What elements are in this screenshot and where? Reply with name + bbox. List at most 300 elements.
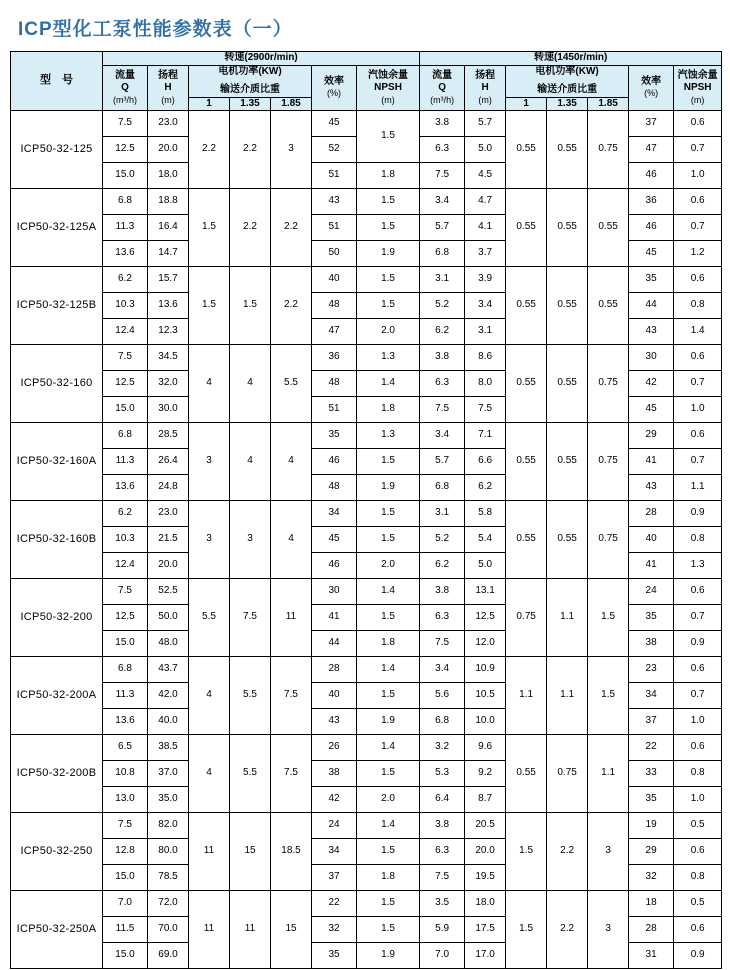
head-1450: 5.0: [465, 553, 506, 579]
power-2900-sg135: 15: [230, 813, 271, 891]
flow-2900: 13.6: [103, 241, 148, 267]
power-1450-sg1: 1.5: [506, 891, 547, 969]
pump-performance-table: [10, 51, 722, 969]
head-1450: 8.0: [465, 371, 506, 397]
npsh-2900: 1.5: [357, 891, 420, 917]
efficiency-2900: 34: [312, 501, 357, 527]
flow-2900: 13.6: [103, 709, 148, 735]
pump-model: ICP50-32-160A: [11, 423, 103, 501]
efficiency-2900: 26: [312, 735, 357, 761]
power-2900-sg1: 11: [189, 891, 230, 969]
flow-1450: 3.5: [420, 891, 465, 917]
head-2900: 20.0: [148, 137, 189, 163]
table-row: [11, 579, 722, 605]
npsh-1450: 0.6: [674, 735, 722, 761]
power-1450-sg185: 0.55: [588, 189, 629, 267]
efficiency-1450: 37: [629, 111, 674, 137]
pump-model: ICP50-32-250A: [11, 891, 103, 969]
flow-2900: 12.5: [103, 605, 148, 631]
power-2900-sg135: 2.2: [230, 189, 271, 267]
efficiency-1450: 34: [629, 683, 674, 709]
head-1450: 20.0: [465, 839, 506, 865]
npsh-1450: 1.0: [674, 163, 722, 189]
power-1450-sg1: 0.55: [506, 267, 547, 345]
head-2900: 38.5: [148, 735, 189, 761]
power-1450-sg1: 0.55: [506, 735, 547, 813]
flow-2900: 10.8: [103, 761, 148, 787]
power-2900-sg185: 3: [271, 111, 312, 189]
npsh-1450: 0.9: [674, 631, 722, 657]
efficiency-2900: 52: [312, 137, 357, 163]
efficiency-1450: 29: [629, 839, 674, 865]
head-2900: 15.7: [148, 267, 189, 293]
header-sg-1-c: 1.85: [271, 97, 312, 111]
flow-1450: 6.3: [420, 371, 465, 397]
efficiency-1450: 46: [629, 163, 674, 189]
efficiency-1450: 22: [629, 735, 674, 761]
power-1450-sg185: 3: [588, 813, 629, 891]
power-1450-sg1: 0.55: [506, 189, 547, 267]
pump-model: ICP50-32-125A: [11, 189, 103, 267]
power-2900-sg185: 11: [271, 579, 312, 657]
head-2900: 13.6: [148, 293, 189, 319]
flow-1450: 5.7: [420, 215, 465, 241]
npsh-2900: 1.9: [357, 475, 420, 501]
efficiency-1450: 29: [629, 423, 674, 449]
head-2900: 32.0: [148, 371, 189, 397]
flow-2900: 7.5: [103, 813, 148, 839]
table-row: [11, 345, 722, 371]
efficiency-2900: 50: [312, 241, 357, 267]
efficiency-2900: 48: [312, 475, 357, 501]
head-1450: 3.1: [465, 319, 506, 345]
head-2900: 12.3: [148, 319, 189, 345]
power-1450-sg135: 0.55: [547, 501, 588, 579]
npsh-1450: 0.8: [674, 865, 722, 891]
head-1450: 12.5: [465, 605, 506, 631]
power-2900-sg185: 2.2: [271, 267, 312, 345]
efficiency-2900: 51: [312, 397, 357, 423]
flow-1450: 6.3: [420, 605, 465, 631]
npsh-1450: 1.0: [674, 397, 722, 423]
head-2900: 72.0: [148, 891, 189, 917]
efficiency-1450: 19: [629, 813, 674, 839]
npsh-2900: 1.5: [357, 605, 420, 631]
flow-2900: 6.2: [103, 267, 148, 293]
npsh-2900: 1.8: [357, 397, 420, 423]
npsh-2900: 2.0: [357, 553, 420, 579]
npsh-2900: 1.9: [357, 241, 420, 267]
npsh-1450: 1.1: [674, 475, 722, 501]
npsh-1450: 1.3: [674, 553, 722, 579]
flow-1450: 3.1: [420, 501, 465, 527]
head-1450: 9.2: [465, 761, 506, 787]
flow-1450: 6.4: [420, 787, 465, 813]
pump-model: ICP50-32-250: [11, 813, 103, 891]
efficiency-1450: 43: [629, 319, 674, 345]
npsh-1450: 0.6: [674, 345, 722, 371]
efficiency-1450: 47: [629, 137, 674, 163]
head-2900: 37.0: [148, 761, 189, 787]
head-1450: 5.4: [465, 527, 506, 553]
efficiency-1450: 18: [629, 891, 674, 917]
npsh-1450: 1.4: [674, 319, 722, 345]
efficiency-1450: 30: [629, 345, 674, 371]
flow-1450: 3.4: [420, 189, 465, 215]
page-title: ICP型化工泵性能参数表（一）: [18, 19, 293, 40]
power-2900-sg1: 11: [189, 813, 230, 891]
pump-model: ICP50-32-160B: [11, 501, 103, 579]
power-1450-sg185: 1.5: [588, 579, 629, 657]
head-2900: 23.0: [148, 501, 189, 527]
npsh-2900: 1.5: [357, 111, 420, 163]
npsh-1450: 1.2: [674, 241, 722, 267]
flow-2900: 6.8: [103, 657, 148, 683]
head-1450: 10.0: [465, 709, 506, 735]
npsh-1450: 0.6: [674, 189, 722, 215]
table-row: [11, 423, 722, 449]
head-2900: 69.0: [148, 943, 189, 969]
power-1450-sg135: 1.1: [547, 579, 588, 657]
power-2900-sg135: 4: [230, 423, 271, 501]
npsh-1450: 0.8: [674, 761, 722, 787]
power-1450-sg185: 0.55: [588, 267, 629, 345]
pump-model: ICP50-32-200A: [11, 657, 103, 735]
efficiency-2900: 32: [312, 917, 357, 943]
npsh-2900: 1.5: [357, 449, 420, 475]
power-1450-sg185: 0.75: [588, 423, 629, 501]
head-2900: 18.8: [148, 189, 189, 215]
power-1450-sg135: 2.2: [547, 813, 588, 891]
flow-2900: 10.3: [103, 527, 148, 553]
power-1450-sg135: 0.55: [547, 189, 588, 267]
npsh-2900: 1.4: [357, 735, 420, 761]
head-1450: 3.7: [465, 241, 506, 267]
head-2900: 80.0: [148, 839, 189, 865]
flow-2900: 12.4: [103, 553, 148, 579]
head-1450: 6.2: [465, 475, 506, 501]
efficiency-1450: 40: [629, 527, 674, 553]
table-row: [11, 189, 722, 215]
flow-1450: 7.5: [420, 397, 465, 423]
npsh-1450: 1.0: [674, 709, 722, 735]
power-1450-sg1: 0.55: [506, 111, 547, 189]
table-row: [11, 111, 722, 137]
flow-2900: 7.5: [103, 579, 148, 605]
head-2900: 30.0: [148, 397, 189, 423]
power-1450-sg185: 0.75: [588, 501, 629, 579]
power-2900-sg1: 5.5: [189, 579, 230, 657]
power-1450-sg135: 2.2: [547, 891, 588, 969]
efficiency-2900: 36: [312, 345, 357, 371]
flow-1450: 3.8: [420, 813, 465, 839]
efficiency-2900: 48: [312, 293, 357, 319]
header-head-2: 扬程 H (m): [465, 65, 506, 111]
npsh-2900: 1.4: [357, 813, 420, 839]
pump-model: ICP50-32-200: [11, 579, 103, 657]
npsh-1450: 0.6: [674, 111, 722, 137]
flow-1450: 5.7: [420, 449, 465, 475]
efficiency-1450: 44: [629, 293, 674, 319]
flow-1450: 6.2: [420, 553, 465, 579]
header-sg-1-b: 1.35: [230, 97, 271, 111]
npsh-2900: 2.0: [357, 787, 420, 813]
flow-2900: 7.0: [103, 891, 148, 917]
head-2900: 78.5: [148, 865, 189, 891]
flow-2900: 6.5: [103, 735, 148, 761]
head-2900: 18.0: [148, 163, 189, 189]
flow-2900: 13.0: [103, 787, 148, 813]
flow-2900: 11.3: [103, 215, 148, 241]
power-2900-sg185: 7.5: [271, 735, 312, 813]
power-1450-sg185: 1.1: [588, 735, 629, 813]
head-2900: 42.0: [148, 683, 189, 709]
efficiency-1450: 32: [629, 865, 674, 891]
head-1450: 12.0: [465, 631, 506, 657]
head-2900: 70.0: [148, 917, 189, 943]
npsh-2900: 1.5: [357, 527, 420, 553]
efficiency-2900: 22: [312, 891, 357, 917]
npsh-2900: 1.5: [357, 501, 420, 527]
head-1450: 9.6: [465, 735, 506, 761]
efficiency-2900: 38: [312, 761, 357, 787]
npsh-1450: 0.6: [674, 423, 722, 449]
efficiency-1450: 23: [629, 657, 674, 683]
npsh-1450: 0.6: [674, 839, 722, 865]
efficiency-2900: 45: [312, 527, 357, 553]
efficiency-1450: 35: [629, 267, 674, 293]
efficiency-2900: 43: [312, 189, 357, 215]
power-2900-sg135: 7.5: [230, 579, 271, 657]
power-2900-sg185: 15: [271, 891, 312, 969]
npsh-2900: 1.8: [357, 163, 420, 189]
efficiency-2900: 41: [312, 605, 357, 631]
header-flow-1: 流量 Q (m³/h): [103, 65, 148, 111]
power-2900-sg185: 2.2: [271, 189, 312, 267]
power-1450-sg185: 0.75: [588, 111, 629, 189]
npsh-2900: 1.5: [357, 839, 420, 865]
npsh-1450: 0.7: [674, 371, 722, 397]
flow-2900: 13.6: [103, 475, 148, 501]
power-1450-sg1: 0.55: [506, 345, 547, 423]
npsh-2900: 1.9: [357, 943, 420, 969]
efficiency-2900: 45: [312, 111, 357, 137]
efficiency-2900: 35: [312, 943, 357, 969]
flow-2900: 15.0: [103, 631, 148, 657]
flow-2900: 12.4: [103, 319, 148, 345]
efficiency-1450: 31: [629, 943, 674, 969]
flow-1450: 5.6: [420, 683, 465, 709]
flow-1450: 7.5: [420, 865, 465, 891]
flow-1450: 7.0: [420, 943, 465, 969]
npsh-1450: 0.7: [674, 605, 722, 631]
power-2900-sg135: 1.5: [230, 267, 271, 345]
power-2900-sg135: 5.5: [230, 657, 271, 735]
flow-2900: 7.5: [103, 345, 148, 371]
power-1450-sg1: 1.5: [506, 813, 547, 891]
power-1450-sg185: 3: [588, 891, 629, 969]
efficiency-1450: 24: [629, 579, 674, 605]
power-2900-sg185: 4: [271, 501, 312, 579]
power-1450-sg135: 1.1: [547, 657, 588, 735]
head-1450: 13.1: [465, 579, 506, 605]
flow-2900: 10.3: [103, 293, 148, 319]
flow-1450: 6.8: [420, 709, 465, 735]
efficiency-2900: 46: [312, 553, 357, 579]
pump-model: ICP50-32-160: [11, 345, 103, 423]
power-2900-sg1: 3: [189, 501, 230, 579]
head-2900: 26.4: [148, 449, 189, 475]
npsh-2900: 2.0: [357, 319, 420, 345]
flow-1450: 7.5: [420, 163, 465, 189]
flow-2900: 7.5: [103, 111, 148, 137]
efficiency-1450: 33: [629, 761, 674, 787]
flow-1450: 3.8: [420, 579, 465, 605]
power-2900-sg185: 7.5: [271, 657, 312, 735]
flow-2900: 15.0: [103, 163, 148, 189]
header-efficiency-1: 效率 (%): [312, 65, 357, 111]
power-1450-sg1: 1.1: [506, 657, 547, 735]
head-1450: 8.6: [465, 345, 506, 371]
npsh-2900: 1.4: [357, 657, 420, 683]
flow-1450: 3.1: [420, 267, 465, 293]
flow-2900: 12.5: [103, 371, 148, 397]
head-2900: 23.0: [148, 111, 189, 137]
npsh-1450: 0.5: [674, 891, 722, 917]
power-2900-sg135: 5.5: [230, 735, 271, 813]
efficiency-1450: 45: [629, 397, 674, 423]
power-2900-sg1: 1.5: [189, 189, 230, 267]
flow-1450: 5.3: [420, 761, 465, 787]
efficiency-1450: 28: [629, 917, 674, 943]
head-2900: 28.5: [148, 423, 189, 449]
npsh-1450: 0.6: [674, 267, 722, 293]
power-1450-sg185: 1.5: [588, 657, 629, 735]
flow-2900: 6.2: [103, 501, 148, 527]
efficiency-1450: 41: [629, 553, 674, 579]
efficiency-2900: 43: [312, 709, 357, 735]
npsh-2900: 1.5: [357, 189, 420, 215]
npsh-1450: 0.7: [674, 215, 722, 241]
npsh-1450: 0.5: [674, 813, 722, 839]
power-1450-sg135: 0.55: [547, 345, 588, 423]
npsh-1450: 0.6: [674, 657, 722, 683]
flow-1450: 6.3: [420, 839, 465, 865]
power-2900-sg1: 1.5: [189, 267, 230, 345]
head-1450: 7.1: [465, 423, 506, 449]
pump-model: ICP50-32-125: [11, 111, 103, 189]
head-2900: 52.5: [148, 579, 189, 605]
npsh-2900: 1.5: [357, 293, 420, 319]
flow-2900: 12.5: [103, 137, 148, 163]
flow-2900: 11.3: [103, 449, 148, 475]
flow-2900: 15.0: [103, 943, 148, 969]
head-2900: 16.4: [148, 215, 189, 241]
power-2900-sg1: 4: [189, 345, 230, 423]
power-1450-sg135: 0.55: [547, 111, 588, 189]
head-1450: 10.5: [465, 683, 506, 709]
head-1450: 4.5: [465, 163, 506, 189]
efficiency-1450: 35: [629, 605, 674, 631]
head-1450: 8.7: [465, 787, 506, 813]
head-2900: 24.8: [148, 475, 189, 501]
npsh-2900: 1.3: [357, 423, 420, 449]
flow-2900: 11.5: [103, 917, 148, 943]
flow-1450: 3.4: [420, 657, 465, 683]
npsh-2900: 1.8: [357, 631, 420, 657]
efficiency-2900: 24: [312, 813, 357, 839]
power-2900-sg1: 3: [189, 423, 230, 501]
efficiency-1450: 45: [629, 241, 674, 267]
table-row: [11, 501, 722, 527]
header-row-1: [11, 52, 722, 66]
efficiency-1450: 38: [629, 631, 674, 657]
head-2900: 48.0: [148, 631, 189, 657]
flow-1450: 3.4: [420, 423, 465, 449]
head-1450: 5.0: [465, 137, 506, 163]
head-2900: 50.0: [148, 605, 189, 631]
flow-2900: 6.8: [103, 189, 148, 215]
head-1450: 5.7: [465, 111, 506, 137]
pump-model: ICP50-32-200B: [11, 735, 103, 813]
power-2900-sg1: 4: [189, 657, 230, 735]
flow-1450: 3.8: [420, 345, 465, 371]
efficiency-2900: 34: [312, 839, 357, 865]
npsh-1450: 0.9: [674, 501, 722, 527]
efficiency-1450: 42: [629, 371, 674, 397]
header-power-2: 电机功率(KW) 输送介质比重: [506, 65, 629, 97]
efficiency-1450: 41: [629, 449, 674, 475]
header-sg-2-c: 1.85: [588, 97, 629, 111]
npsh-2900: 1.3: [357, 345, 420, 371]
efficiency-2900: 47: [312, 319, 357, 345]
efficiency-2900: 37: [312, 865, 357, 891]
npsh-1450: 0.8: [674, 293, 722, 319]
flow-1450: 3.8: [420, 111, 465, 137]
flow-1450: 5.2: [420, 293, 465, 319]
head-1450: 3.9: [465, 267, 506, 293]
head-1450: 3.4: [465, 293, 506, 319]
flow-2900: 12.8: [103, 839, 148, 865]
efficiency-2900: 44: [312, 631, 357, 657]
head-2900: 35.0: [148, 787, 189, 813]
efficiency-1450: 43: [629, 475, 674, 501]
efficiency-1450: 28: [629, 501, 674, 527]
table-body: [11, 111, 722, 969]
header-npsh-2: 汽蚀余量 NPSH (m): [674, 65, 722, 111]
efficiency-1450: 36: [629, 189, 674, 215]
head-2900: 34.5: [148, 345, 189, 371]
power-1450-sg185: 0.75: [588, 345, 629, 423]
head-1450: 17.0: [465, 943, 506, 969]
header-sg-2-b: 1.35: [547, 97, 588, 111]
npsh-1450: 0.7: [674, 449, 722, 475]
npsh-1450: 0.6: [674, 917, 722, 943]
power-1450-sg1: 0.75: [506, 579, 547, 657]
npsh-2900: 1.9: [357, 709, 420, 735]
head-1450: 20.5: [465, 813, 506, 839]
power-2900-sg1: 2.2: [189, 111, 230, 189]
header-efficiency-2: 效率 (%): [629, 65, 674, 111]
efficiency-2900: 28: [312, 657, 357, 683]
efficiency-2900: 30: [312, 579, 357, 605]
flow-1450: 5.9: [420, 917, 465, 943]
head-1450: 4.1: [465, 215, 506, 241]
head-2900: 21.5: [148, 527, 189, 553]
head-1450: 4.7: [465, 189, 506, 215]
power-2900-sg1: 4: [189, 735, 230, 813]
header-head-1: 扬程 H (m): [148, 65, 189, 111]
